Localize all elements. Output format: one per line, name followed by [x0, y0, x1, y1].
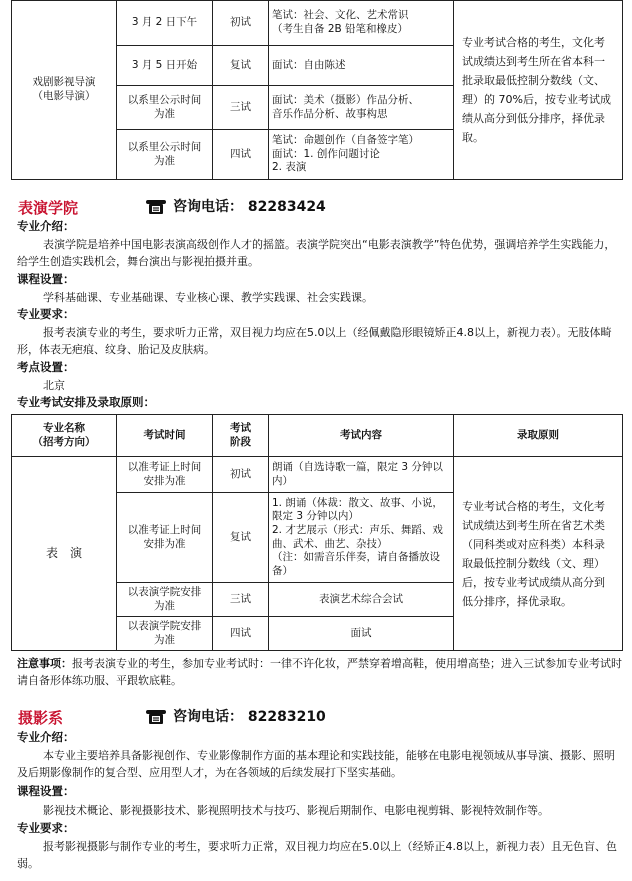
exam-content: 面试：自由陈述: [269, 46, 454, 86]
photo-course-label: 课程设置：: [17, 784, 75, 798]
exam-stage: 初试: [213, 457, 269, 493]
header-content: 考试内容: [269, 415, 454, 457]
acting-phone: [145, 198, 326, 217]
exam-time: 以准考证上时间 安排为准: [117, 457, 213, 493]
exam-time: 3 月 2 日下午: [117, 1, 213, 46]
directing-exam-table: [11, 0, 623, 180]
acting-site-text: 北京: [43, 379, 65, 392]
acting-note-text: 报考表演专业的考生，参加专业考试时：一律不许化妆，严禁穿着增高鞋，使用增高垫；进入三试参加专业考试时请自备形体练功服、平跟软底鞋。: [17, 657, 622, 687]
exam-content: 朗诵（自选诗歌一篇，限定 3 分钟以内）: [269, 457, 454, 493]
acting-course-label: 课程设置：: [17, 272, 75, 286]
exam-time: 以系里公示时间 为准: [117, 130, 213, 180]
acting-intro-label: 专业介绍：: [17, 219, 75, 233]
exam-time: 以准考证上时间 安排为准: [117, 493, 213, 583]
exam-content: 1. 朗诵（体裁：散文、故事、小说，限定 3 分钟以内） 2. 才艺展示（形式：声乐、舞蹈、戏曲、武术、曲艺、杂技） （注：如需音乐伴奏，请自备播放设备）: [269, 493, 454, 583]
acting-arrangement-label: 专业考试安排及录取原则：: [17, 395, 155, 409]
acting-requirement-label: 专业要求：: [17, 307, 75, 321]
table-header-row: [12, 415, 623, 457]
exam-time: 以表演学院安排 为准: [117, 617, 213, 651]
acting-note-label: 注意事项：: [17, 657, 72, 670]
exam-stage: 三试: [213, 86, 269, 130]
major-name: 戏剧影视导演 （电影导演）: [12, 1, 117, 180]
exam-stage: 复试: [213, 46, 269, 86]
photo-intro-text: 本专业主要培养具备影视创作、专业影像制作方面的基本理论和实践技能，能够在电影电视领域从事导演、摄影、照明及后期影像制作的复合型、应用型人才，为在各领域的后续发展打下坚实基础。: [17, 749, 615, 779]
exam-stage: 四试: [213, 617, 269, 651]
photo-phone-text: 咨询电话： 82283210: [173, 709, 326, 725]
admission-principle: 专业考试合格的考生，文化考试成绩达到考生所在省艺术类（同科类或对应科类）本科录取最低控制分数线（文、理）后，按专业考试成绩从高分到低分排序，择优录取。: [454, 457, 623, 651]
exam-stage: 初试: [213, 1, 269, 46]
exam-time: 以表演学院安排 为准: [117, 583, 213, 617]
acting-phone-text: 咨询电话： 82283424: [173, 199, 326, 215]
acting-section-title: 表演学院: [18, 199, 79, 217]
table-row: [12, 1, 623, 46]
table-row: [12, 457, 623, 493]
telephone-icon: [145, 709, 167, 725]
header-major: 专业名称 （招考方向）: [12, 415, 117, 457]
photo-phone: [145, 708, 326, 727]
photo-section-title: 摄影系: [18, 709, 64, 727]
header-stage: 考试 阶段: [213, 415, 269, 457]
exam-time: 以系里公示时间 为准: [117, 86, 213, 130]
acting-course-text: 学科基础课、专业基础课、专业核心课、教学实践课、社会实践课。: [43, 291, 373, 304]
exam-content: 笔试：社会、文化、艺术常识 （考生自备 2B 铅笔和橡皮）: [269, 1, 454, 46]
exam-content: 面试: [269, 617, 454, 651]
telephone-icon: [145, 199, 167, 215]
exam-stage: 三试: [213, 583, 269, 617]
acting-note: [17, 655, 623, 689]
header-time: 考试时间: [117, 415, 213, 457]
exam-time: 3 月 5 日开始: [117, 46, 213, 86]
acting-site-label: 考点设置：: [17, 360, 75, 374]
photo-course-text: 影视技术概论、影视摄影技术、影视照明技术与技巧、影视后期制作、电影电视剪辑、影视特效制作等。: [43, 804, 549, 817]
exam-content: 表演艺术综合会试: [269, 583, 454, 617]
exam-stage: 复试: [213, 493, 269, 583]
photo-intro-label: 专业介绍：: [17, 730, 75, 744]
acting-requirement-text: 报考表演专业的考生，要求听力正常，双目视力均应在5.0以上（经佩戴隐形眼镜矫正4.8以上，新视力表）。无肢体畸形，体表无疤痕、纹身、胎记及皮肤病。: [17, 326, 612, 356]
header-principle: 录取原则: [454, 415, 623, 457]
admission-principle: 专业考试合格的考生，文化考试成绩达到考生所在省本科一批录取最低控制分数线（文、理）的 70%后，按专业考试成绩从高分到低分排序，择优录取。: [454, 1, 623, 180]
exam-content: 面试：美术（摄影）作品分析、 音乐作品分析、故事构思: [269, 86, 454, 130]
exam-content: 笔试：命题创作（自备签字笔） 面试：1. 创作问题讨论 2. 表演: [269, 130, 454, 180]
acting-exam-table: [11, 414, 623, 651]
photo-requirement-label: 专业要求：: [17, 821, 75, 835]
photo-requirement-text: 报考影视摄影与制作专业的考生，要求听力正常，双目视力均应在5.0以上（经矫正4.8以上，新视力表）且无色盲、色弱。: [17, 840, 617, 870]
exam-stage: 四试: [213, 130, 269, 180]
major-name: 表 演: [12, 457, 117, 651]
acting-intro-text: 表演学院是培养中国电影表演高级创作人才的摇篮。表演学院突出“电影表演教学”特色优势，强调培养学生实践能力，给学生创造实践机会，舞台演出与影视拍摄并重。: [17, 238, 616, 268]
